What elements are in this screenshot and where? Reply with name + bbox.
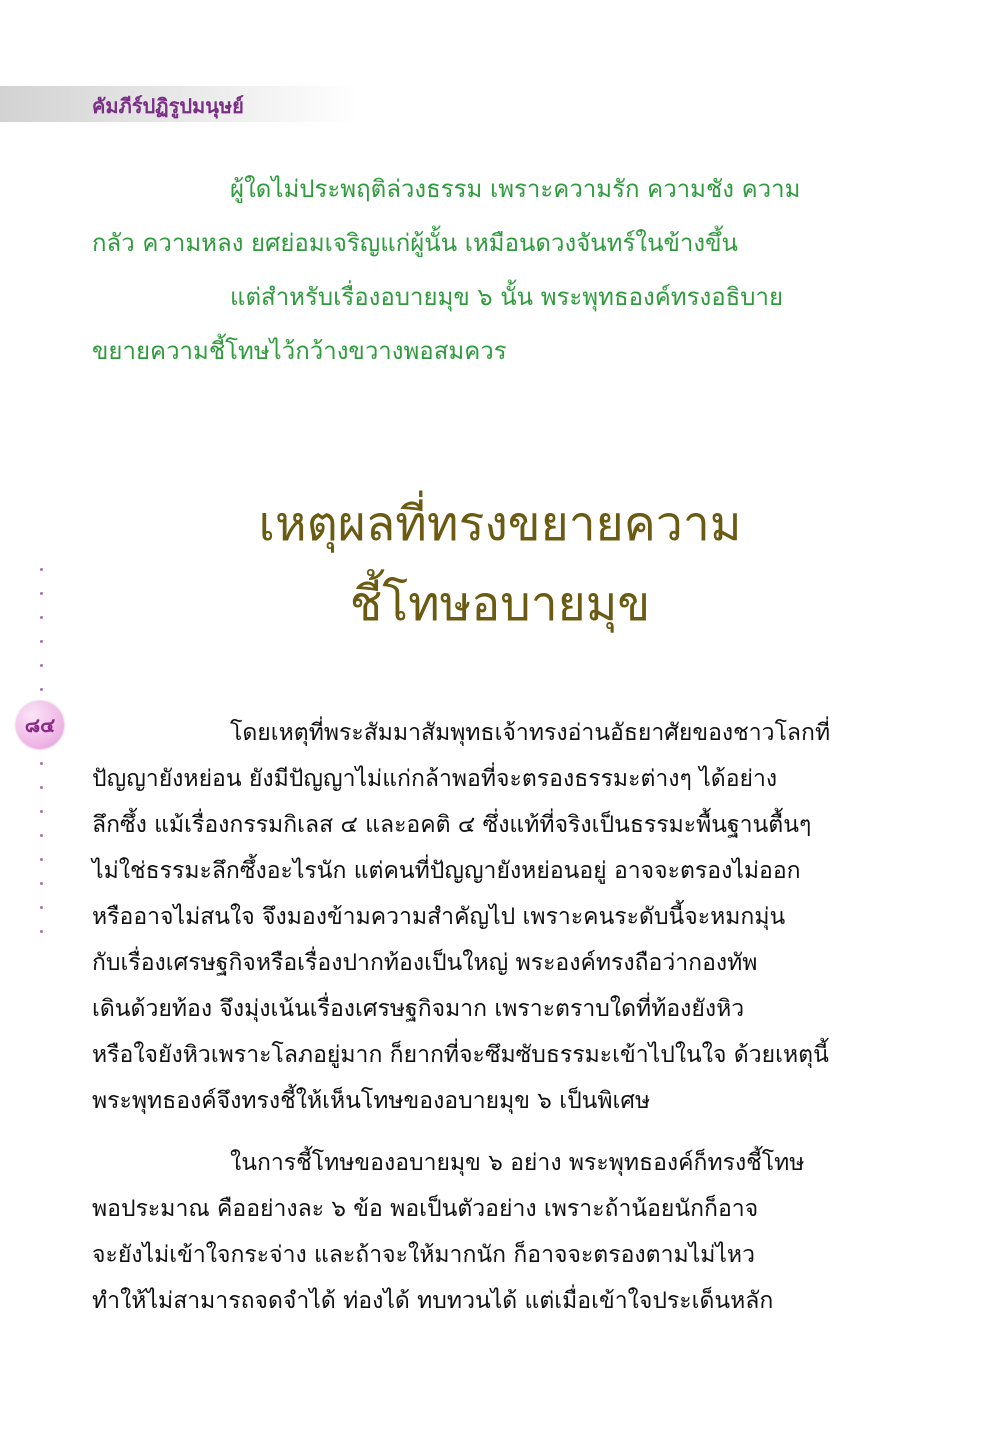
body-line: หรืออาจไม่สนใจ จึงมองข้ามความสำคัญไป เพราะคนระดับนี้จะหมกมุ่น (92, 904, 786, 930)
section-heading-line-2: ชี้โทษอบายมุข (349, 576, 651, 632)
body-line: กับเรื่องเศรษฐกิจหรือเรื่องปากท้องเป็นใหญ่ พระองค์ทรงถือว่ากองทัพ (92, 950, 758, 976)
page-number: ๘๔ (24, 713, 56, 737)
body-paragraph-1 (92, 710, 872, 1124)
quote-line: ขยายความชี้โทษไว้กว้างขวางพอสมควร (92, 337, 507, 365)
quote-line: กลัว ความหลง ยศย่อมเจริญแก่ผู้นั้น เหมือนดวงจันทร์ในข้างขึ้น (92, 229, 738, 257)
body-line: หรือใจยังหิวเพราะโลภอยู่มาก ก็ยากที่จะซึมซับธรรมะเข้าไปในใจ ด้วยเหตุนี้ (92, 1042, 829, 1068)
section-heading-line-1: เหตุผลที่ทรงขยายความ (258, 496, 742, 552)
body-line: จะยังไม่เข้าใจกระจ่าง และถ้าจะให้มากนัก ก็อาจจะตรองตามไม่ไหว (92, 1242, 756, 1268)
body-line: ไม่ใช่ธรรมะลึกซึ้งอะไรนัก แต่คนที่ปัญญายังหย่อนอยู่ อาจจะตรองไม่ออก (92, 858, 801, 884)
body-line: พระพุทธองค์จึงทรงชี้ให้เห็นโทษของอบายมุข ๖ เป็นพิเศษ (92, 1088, 651, 1114)
quote-paragraph-1 (92, 162, 872, 270)
body-line: ทำให้ไม่สามารถจดจำได้ ท่องได้ ทบทวนได้ แต่เมื่อเข้าใจประเด็นหลัก (92, 1288, 774, 1314)
body-line: ปัญญายังหย่อน ยังมีปัญญาไม่แก่กล้าพอที่จะตรองธรรมะต่างๆ ได้อย่าง (92, 766, 778, 792)
body-line: เดินด้วยท้อง จึงมุ่งเน้นเรื่องเศรษฐกิจมาก เพราะตราบใดที่ท้องยังหิว (92, 996, 745, 1022)
quote-paragraph-2 (92, 270, 872, 378)
body-line: ในการชี้โทษของอบายมุข ๖ อย่าง พระพุทธองค์ก็ทรงชี้โทษ (230, 1150, 805, 1176)
book-title: คัมภีร์ปฏิรูปมนุษย์ (92, 94, 244, 118)
body-line: พอประมาณ คืออย่างละ ๖ ข้อ พอเป็นตัวอย่าง เพราะถ้าน้อยนักก็อาจ (92, 1196, 759, 1222)
page-number-badge (16, 701, 64, 749)
body-line: ลึกซึ้ง แม้เรื่องกรรมกิเลส ๔ และอคติ ๔ ซึ่งแท้ที่จริงเป็นธรรมะพื้นฐานตื้นๆ (92, 812, 812, 838)
quote-line: แต่สำหรับเรื่องอบายมุข ๖ นั้น พระพุทธองค์ทรงอธิบาย (230, 283, 784, 311)
body-line: โดยเหตุที่พระสัมมาสัมพุทธเจ้าทรงอ่านอัธยาศัยของชาวโลกที่ (230, 720, 831, 746)
body-paragraph-2 (92, 1140, 872, 1324)
quote-line: ผู้ใดไม่ประพฤติล่วงธรรม เพราะความรัก ความชัง ความ (230, 175, 801, 203)
